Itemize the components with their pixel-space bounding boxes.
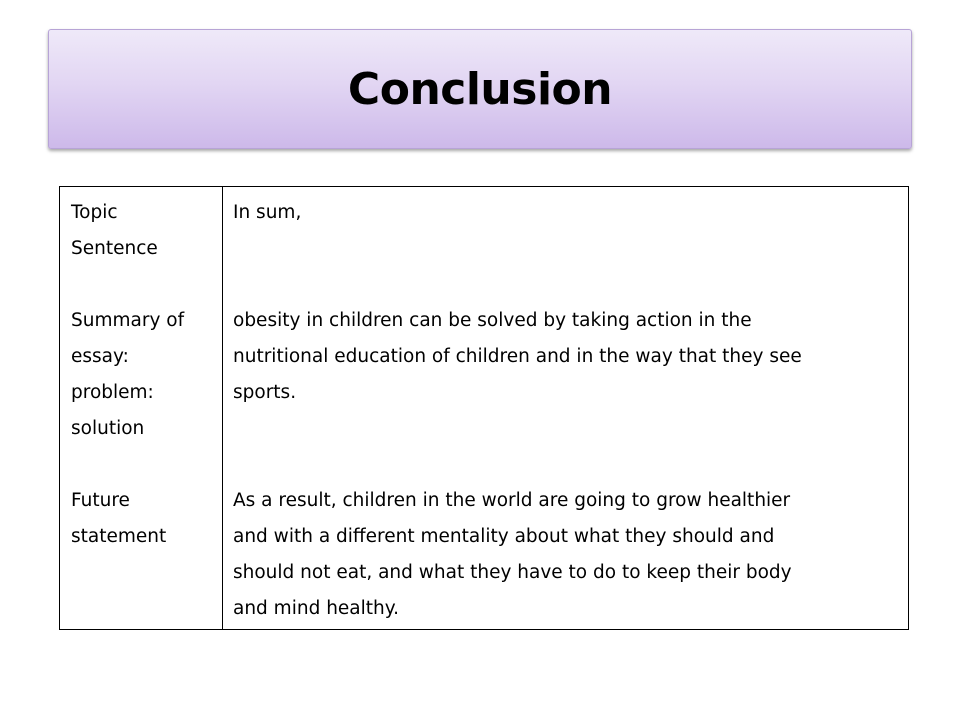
content-column bbox=[223, 187, 908, 629]
spacer bbox=[71, 447, 222, 483]
future-statement-label: Future statement bbox=[71, 490, 167, 547]
summary-label: Summary of essay: problem: solution bbox=[71, 310, 185, 439]
label-column bbox=[60, 187, 223, 629]
spacer bbox=[233, 267, 908, 303]
future-statement-text: As a result, children in the world are going to grow healthier and with a different mentality about what they should and should not eat, and what they have to do to keep their body and mind healthy. bbox=[233, 490, 792, 619]
topic-sentence-label: Topic Sentence bbox=[71, 202, 158, 259]
spacer bbox=[233, 447, 908, 483]
title-banner bbox=[48, 29, 912, 149]
conclusion-table bbox=[59, 186, 909, 630]
summary-text: obesity in children can be solved by taking action in the nutritional education of children and in the way that they see sports. bbox=[233, 310, 802, 403]
slide-title: Conclusion bbox=[347, 63, 613, 115]
topic-sentence-text: In sum, bbox=[233, 202, 302, 223]
spacer bbox=[71, 267, 222, 303]
spacer bbox=[233, 411, 908, 447]
spacer bbox=[233, 231, 908, 267]
